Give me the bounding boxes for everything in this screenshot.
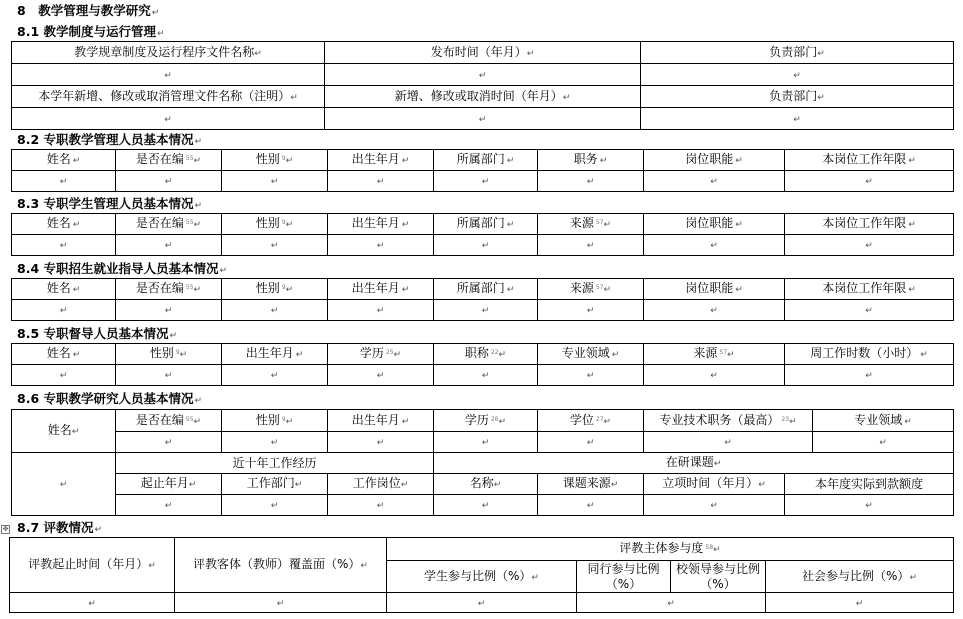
table-8-2 (11, 149, 954, 192)
table-cell[interactable]: ↵ (116, 171, 222, 192)
table-header-cell: 职务 ↵ (538, 150, 644, 171)
table-cell[interactable]: ↵ (785, 300, 954, 321)
table-header-cell: 姓名 ↵ (12, 344, 116, 365)
table-header-cell: 立项时间（年月）↵ (644, 474, 785, 495)
table-cell[interactable]: ↵ (222, 365, 328, 386)
table-cell[interactable]: ↵ (538, 235, 644, 256)
table-cell[interactable]: ↵ (644, 365, 785, 386)
table-row (12, 495, 954, 516)
table-header-cell: 姓名 ↵ (12, 279, 116, 300)
table-cell[interactable]: ↵ (325, 64, 641, 86)
table-header-cell: 周工作时数（小时） ↵ (785, 344, 954, 365)
table-row (12, 171, 954, 192)
table-header-cell: 来源 $^{57}$↵ (538, 214, 644, 235)
heading-8-3: 8.3 专职学生管理人员基本情况↵ (17, 196, 203, 211)
table-8-1 (11, 41, 954, 130)
table-header-cell: 岗位职能 ↵ (644, 150, 785, 171)
table-cell[interactable]: ↵ (641, 64, 954, 86)
table-header-cell: 性别 $^9$↵ (222, 150, 328, 171)
table-cell[interactable]: ↵ (785, 171, 954, 192)
table-header-cell: 课题来源↵ (538, 474, 644, 495)
table-header-cell: 发布时间（年月）↵ (325, 42, 641, 64)
table-cell[interactable]: ↵ (116, 365, 222, 386)
table-cell[interactable]: ↵ (222, 171, 328, 192)
table-header-cell: 学位 $^{27}$↵ (538, 410, 644, 432)
table-row (12, 279, 954, 300)
table-header-cell: 学历 $^{25}$↵ (328, 344, 434, 365)
table-header-cell: 工作岗位↵ (328, 474, 434, 495)
table-cell[interactable]: ↵ (785, 495, 954, 516)
table-cell[interactable]: ↵ (175, 593, 387, 613)
table-header-cell: 出生年月 ↵ (328, 214, 434, 235)
table-cell[interactable]: ↵ (116, 235, 222, 256)
table-cell[interactable]: ↵ (12, 64, 325, 86)
table-header-cell: 出生年月 ↵ (328, 410, 434, 432)
heading-8-1: 8.1 教学制度与运行管理↵ (17, 24, 165, 39)
table-move-handle-icon[interactable]: ✥ (2, 525, 9, 533)
table-header-cell: 本岗位工作年限 ↵ (785, 150, 954, 171)
heading-8-4: 8.4 专职招生就业指导人员基本情况↵ (17, 261, 228, 276)
table-cell[interactable]: ↵ (12, 300, 116, 321)
table-row (12, 235, 954, 256)
table-row (12, 344, 954, 365)
table-group-header: 近十年工作经历 (116, 453, 434, 474)
table-header-cell: 姓名↵ (12, 410, 116, 453)
table-header-cell: 所属部门 ↵ (434, 150, 538, 171)
table-header-cell: 所属部门 ↵ (434, 214, 538, 235)
table-header-cell: 所属部门 ↵ (434, 279, 538, 300)
table-header-cell: 专业领域 ↵ (813, 410, 954, 432)
table-cell[interactable]: ↵ (434, 432, 538, 453)
table-cell[interactable]: ↵ (577, 593, 766, 613)
table-8-3 (11, 213, 954, 256)
table-cell[interactable]: ↵ (328, 432, 434, 453)
table-row (10, 593, 954, 613)
table-group-header: 在研课题↵ (434, 453, 954, 474)
table-header-cell: 专业技术职务（最高） $^{23}$↵ (644, 410, 813, 432)
table-cell[interactable]: ↵ (434, 495, 538, 516)
table-header-cell: 来源 $^{57}$↵ (644, 344, 785, 365)
table-cell[interactable]: ↵ (116, 432, 222, 453)
table-row (12, 365, 954, 386)
table-cell[interactable]: ↵ (538, 495, 644, 516)
table-header-cell: 学历 $^{26}$↵ (434, 410, 538, 432)
table-cell[interactable]: ↵ (12, 365, 116, 386)
table-header-cell: 是否在编 $^{55}$↵ (116, 214, 222, 235)
table-header-cell: 起止年月↵ (116, 474, 222, 495)
table-header-cell: 是否在编 $^{55}$↵ (116, 410, 222, 432)
table-row (12, 150, 954, 171)
table-row (12, 300, 954, 321)
table-cell[interactable]: ↵ (328, 365, 434, 386)
table-header-cell: 是否在编 $^{55}$↵ (116, 279, 222, 300)
table-row (12, 432, 954, 453)
table-cell[interactable]: ↵ (222, 432, 328, 453)
table-cell[interactable]: ↵ (325, 108, 641, 130)
table-header-cell: 出生年月 ↵ (328, 279, 434, 300)
table-header-cell: 性别 $^9$↵ (222, 410, 328, 432)
table-cell[interactable]: ↵ (538, 365, 644, 386)
table-cell[interactable]: ↵ (785, 365, 954, 386)
table-8-7 (9, 537, 954, 613)
table-header-cell: 来源 $^{57}$↵ (538, 279, 644, 300)
table-cell[interactable]: ↵ (644, 300, 785, 321)
table-row (12, 410, 954, 432)
table-cell[interactable]: ↵ (328, 171, 434, 192)
table-cell[interactable]: ↵ (12, 171, 116, 192)
heading-8-7: 8.7 评教情况↵ (17, 520, 103, 535)
table-header-cell: 负责部门↵ (641, 42, 954, 64)
table-header-cell: 教学规章制度及运行程序文件名称↵ (12, 42, 325, 64)
table-header-cell: 专业领域 ↵ (538, 344, 644, 365)
table-cell[interactable]: ↵ (328, 235, 434, 256)
table-header-cell: 学生参与比例（%）↵ (387, 561, 577, 593)
table-cell[interactable]: ↵ (12, 453, 116, 516)
table-cell[interactable]: ↵ (434, 171, 538, 192)
table-cell[interactable]: ↵ (328, 300, 434, 321)
table-cell[interactable]: ↵ (12, 235, 116, 256)
table-cell[interactable]: ↵ (387, 593, 577, 613)
table-group-header: 评教主体参与度 $^{58}$↵ (387, 538, 954, 561)
table-cell[interactable]: ↵ (785, 235, 954, 256)
table-cell[interactable]: ↵ (644, 495, 785, 516)
table-header-cell: 本岗位工作年限 ↵ (785, 279, 954, 300)
table-header-cell: 校领导参与比例（%） (671, 561, 766, 593)
table-cell[interactable]: ↵ (12, 108, 325, 130)
table-header-cell: 出生年月 ↵ (328, 150, 434, 171)
table-header-cell: 同行参与比例（%） (577, 561, 671, 593)
table-row (12, 42, 954, 64)
table-cell[interactable]: ↵ (222, 495, 328, 516)
table-row (12, 108, 954, 130)
table-header-cell: 本岗位工作年限 ↵ (785, 214, 954, 235)
table-row (10, 538, 954, 561)
heading-8-6: 8.6 专职教学研究人员基本情况↵ (17, 391, 203, 406)
table-cell[interactable]: ↵ (644, 432, 813, 453)
table-header-cell: 姓名 ↵ (12, 150, 116, 171)
table-header-cell: 社会参与比例（%）↵ (766, 561, 954, 593)
table-header-cell: 职称 $^{22}$↵ (434, 344, 538, 365)
table-cell[interactable]: ↵ (116, 300, 222, 321)
table-cell[interactable]: ↵ (644, 171, 785, 192)
table-row (12, 214, 954, 235)
table-header-cell: 评教客体（教师）覆盖面（%）↵ (175, 538, 387, 593)
table-row (12, 86, 954, 108)
table-header-cell: 出生年月 ↵ (222, 344, 328, 365)
table-cell[interactable]: ↵ (222, 235, 328, 256)
section-title: 8 教学管理与教学研究↵ (17, 3, 160, 18)
table-cell[interactable]: ↵ (538, 171, 644, 192)
table-cell[interactable]: ↵ (328, 495, 434, 516)
table-row (12, 453, 954, 474)
table-cell[interactable]: ↵ (434, 300, 538, 321)
table-cell[interactable]: ↵ (10, 593, 175, 613)
table-header-cell: 本年度实际到款额度 (785, 474, 954, 495)
table-header-cell: 是否在编 $^{55}$↵ (116, 150, 222, 171)
table-header-cell: 性别 $^9$↵ (222, 214, 328, 235)
table-8-6 (11, 409, 954, 516)
table-header-cell: 评教起止时间（年月）↵ (10, 538, 175, 593)
table-8-4 (11, 278, 954, 321)
table-header-cell: 负责部门↵ (641, 86, 954, 108)
table-cell[interactable]: ↵ (766, 593, 954, 613)
table-header-cell: 本学年新增、修改或取消管理文件名称（注明）↵ (12, 86, 325, 108)
table-cell[interactable]: ↵ (538, 300, 644, 321)
table-header-cell: 性别 $^9$↵ (116, 344, 222, 365)
table-header-cell: 岗位职能 ↵ (644, 214, 785, 235)
table-header-cell: 岗位职能 ↵ (644, 279, 785, 300)
table-cell[interactable]: ↵ (644, 235, 785, 256)
heading-8-2: 8.2 专职教学管理人员基本情况↵ (17, 132, 203, 147)
table-cell[interactable]: ↵ (641, 108, 954, 130)
table-row (12, 64, 954, 86)
heading-8-5: 8.5 专职督导人员基本情况↵ (17, 326, 178, 341)
table-cell[interactable]: ↵ (434, 365, 538, 386)
table-header-cell: 名称↵ (434, 474, 538, 495)
table-cell[interactable]: ↵ (222, 300, 328, 321)
table-header-cell: 新增、修改或取消时间（年月）↵ (325, 86, 641, 108)
table-cell[interactable]: ↵ (813, 432, 954, 453)
table-8-5 (11, 343, 954, 386)
table-header-cell: 工作部门↵ (222, 474, 328, 495)
table-header-cell: 性别 $^9$↵ (222, 279, 328, 300)
table-header-cell: 姓名 ↵ (12, 214, 116, 235)
table-cell[interactable]: ↵ (116, 495, 222, 516)
table-cell[interactable]: ↵ (434, 235, 538, 256)
table-row (12, 474, 954, 495)
table-cell[interactable]: ↵ (538, 432, 644, 453)
